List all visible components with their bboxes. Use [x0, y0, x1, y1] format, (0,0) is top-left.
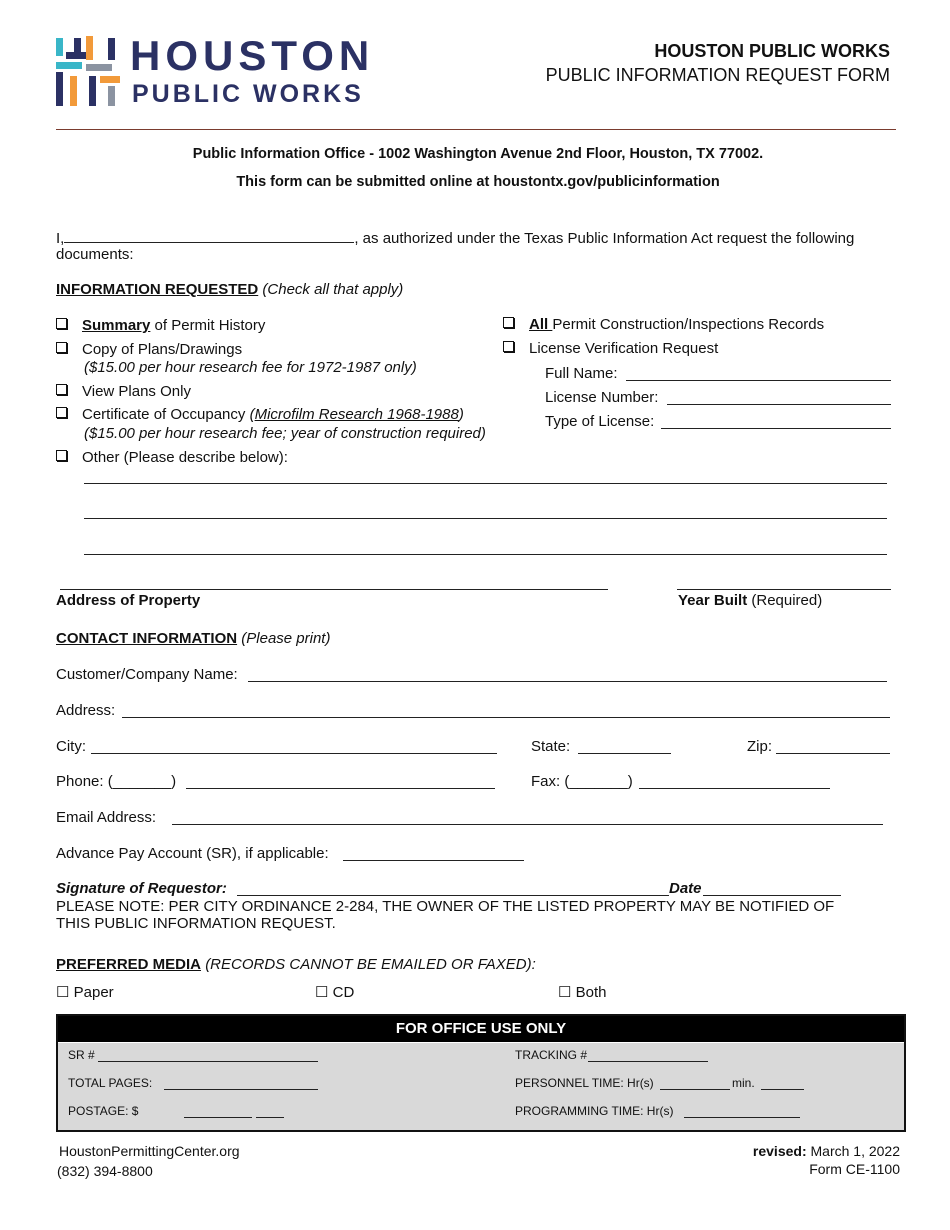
fax-field[interactable] — [639, 788, 830, 789]
intro-line — [56, 228, 854, 247]
checkbox-other[interactable]: Other (Please describe below): — [56, 449, 288, 466]
header-org: HOUSTON PUBLIC WORKS — [654, 41, 890, 61]
sr-label: SR # — [68, 1048, 95, 1062]
checkbox-icon — [56, 342, 67, 353]
license-number-field[interactable] — [667, 404, 891, 405]
phone-label: Phone: (_______) — [56, 773, 177, 790]
property-address-field[interactable] — [60, 589, 608, 590]
programming-hours-field[interactable] — [684, 1117, 800, 1118]
advance-pay-field[interactable] — [343, 860, 524, 861]
houston-logo-mark-icon — [56, 36, 122, 108]
checkbox-all-records[interactable]: All Permit Construction/Inspections Records — [503, 316, 824, 333]
personnel-min-field[interactable] — [761, 1089, 804, 1090]
address-field[interactable] — [122, 717, 890, 718]
date-field[interactable] — [703, 895, 841, 896]
intro-prefix: I, — [56, 230, 65, 247]
company-label: Customer/Company Name: — [56, 666, 238, 683]
checkbox-icon: ☐ — [56, 984, 70, 1001]
license-full-name-label: Full Name: — [545, 365, 618, 382]
header-divider — [56, 129, 896, 130]
company-field[interactable] — [248, 681, 887, 682]
form-title: PUBLIC INFORMATION REQUEST FORM — [545, 65, 890, 85]
license-number-label: License Number: — [545, 389, 659, 406]
checkbox-license-verification[interactable]: License Verification Request — [503, 340, 718, 357]
personnel-min-label: min. — [732, 1076, 755, 1090]
email-label: Email Address: — [56, 809, 157, 826]
intro-line2: documents: — [56, 246, 134, 263]
checkbox-view-plans[interactable]: View Plans Only — [56, 383, 191, 400]
phone-field[interactable] — [186, 788, 495, 789]
info-requested-heading: INFORMATION REQUESTED (Check all that apply) — [56, 281, 404, 298]
checkbox-icon — [503, 317, 514, 328]
postage-cents-field[interactable] — [256, 1117, 284, 1118]
postage-dollars-field[interactable] — [184, 1117, 252, 1118]
other-description-line[interactable] — [84, 518, 887, 519]
online-line: This form can be submitted online at houstontx.gov/publicinformation — [236, 174, 720, 190]
notice-line2: THIS PUBLIC INFORMATION REQUEST. — [56, 915, 336, 932]
postage-label: POSTAGE: $ — [68, 1104, 139, 1118]
office-use-box — [56, 1014, 906, 1132]
zip-field[interactable] — [776, 753, 890, 754]
media-option-paper[interactable]: ☐ Paper — [56, 984, 114, 1001]
footer-form-number: Form CE-1100 — [809, 1161, 900, 1177]
checkbox-icon — [56, 318, 67, 329]
sr-field[interactable] — [98, 1061, 318, 1062]
signature-label: Signature of Requestor: — [56, 880, 227, 897]
footer-revised: revised: March 1, 2022 — [752, 1143, 900, 1159]
tracking-field[interactable] — [588, 1061, 708, 1062]
logo — [56, 32, 396, 110]
city-field[interactable] — [91, 753, 497, 754]
license-type-field[interactable] — [661, 428, 891, 429]
notice-line1: PLEASE NOTE: PER CITY ORDINANCE 2-284, THE OWNER OF THE LISTED PROPERTY MAY BE NOTIFIED OF — [56, 898, 835, 915]
requester-name-field[interactable] — [64, 228, 354, 243]
year-built-field[interactable] — [677, 589, 891, 590]
copy-plans-fee: ($15.00 per hour research fee for 1972-1987 only) — [84, 359, 417, 376]
email-field[interactable] — [172, 824, 883, 825]
other-description-line[interactable] — [84, 483, 887, 484]
advance-pay-label: Advance Pay Account (SR), if applicable: — [56, 845, 329, 862]
address-of-property-label: Address of Property — [56, 592, 201, 609]
state-field[interactable] — [578, 753, 671, 754]
tracking-label: TRACKING # — [515, 1048, 588, 1062]
contact-heading: CONTACT INFORMATION (Please print) — [56, 630, 331, 647]
media-option-cd[interactable]: ☐ CD — [315, 984, 355, 1001]
personnel-hours-field[interactable] — [660, 1089, 730, 1090]
checkbox-icon: ☐ — [315, 984, 329, 1001]
fax-label: Fax: (_______) — [531, 773, 633, 790]
date-label: Date — [669, 880, 702, 897]
checkbox-summary[interactable]: Summary of Permit History — [56, 317, 265, 334]
other-description-line[interactable] — [84, 554, 887, 555]
footer-site: HoustonPermittingCenter.org — [59, 1143, 240, 1159]
checkbox-copy-plans[interactable]: Copy of Plans/Drawings — [56, 341, 242, 358]
personnel-time-label: PERSONNEL TIME: Hr(s) — [515, 1076, 654, 1090]
zip-label: Zip: — [747, 738, 773, 755]
logo-line1: HOUSTON — [130, 32, 375, 79]
office-address-line: Public Information Office - 1002 Washington Avenue 2nd Floor, Houston, TX 77002. — [192, 146, 764, 162]
checkbox-icon: ☐ — [558, 984, 572, 1001]
checkbox-icon — [56, 384, 67, 395]
total-pages-field[interactable] — [164, 1089, 318, 1090]
signature-field[interactable] — [237, 895, 669, 896]
state-label: State: — [531, 738, 571, 755]
total-pages-label: TOTAL PAGES: — [68, 1076, 153, 1090]
office-use-title: FOR OFFICE USE ONLY — [58, 1016, 904, 1043]
logo-line2: PUBLIC WORKS — [132, 80, 364, 108]
certificate-fee: ($15.00 per hour research fee; year of construction required) — [84, 425, 486, 442]
intro-suffix: , as authorized under the Texas Public Information Act request the following — [354, 230, 855, 247]
address-label: Address: — [56, 702, 116, 719]
media-option-both[interactable]: ☐ Both — [558, 984, 607, 1001]
programming-time-label: PROGRAMMING TIME: Hr(s) — [515, 1104, 674, 1118]
media-heading: PREFERRED MEDIA (RECORDS CANNOT BE EMAILED OR FAXED): — [56, 956, 536, 973]
checkbox-icon — [56, 407, 67, 418]
license-type-label: Type of License: — [545, 413, 655, 430]
checkbox-icon — [503, 341, 514, 352]
footer-phone: (832) 394-8800 — [57, 1163, 153, 1179]
license-full-name-field[interactable] — [626, 380, 891, 381]
checkbox-certificate[interactable]: Certificate of Occupancy (Microfilm Research 1968-1988) — [56, 406, 464, 423]
year-built-label: Year Built (Required) — [678, 592, 823, 609]
checkbox-icon — [56, 450, 67, 461]
city-label: City: — [56, 738, 86, 755]
